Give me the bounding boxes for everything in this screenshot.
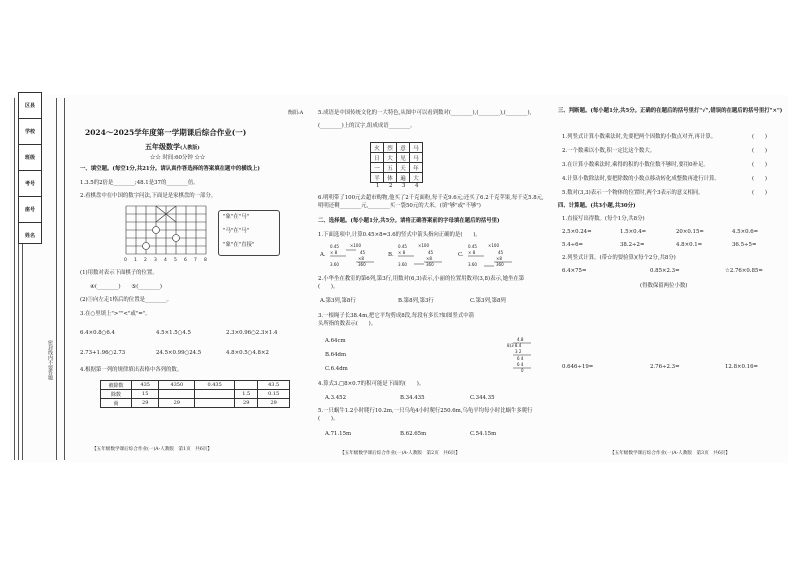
- exam-code: 衡阳:A: [288, 110, 304, 116]
- pattern-table: 被除数 435 4350 0.435 43.5 除数 15 1.5 0.15 商 29 29 29 29: [100, 380, 290, 408]
- vertical-calc-b: [396, 242, 446, 270]
- page1-footer: 【五年级数学课后综合作业(一)A-人教版 第1页 共6页】: [92, 447, 212, 452]
- judge-item: 1.列竖式计算小数乘法时,先要把两个因数的小数点对齐,再计算。: [562, 134, 717, 140]
- info-field: 学校: [19, 119, 41, 145]
- section2-heading: 二、选择题。(每小题1分,共5分。请将正确答案前的字母填在题后的括号里): [318, 218, 500, 224]
- page2-footer: 【五年级数学课后综合作业(一)A-人教版 第2页 共6页】: [340, 451, 460, 456]
- svg-text:45: 45: [428, 250, 434, 255]
- vertical-calc: 0.85×2.3=: [650, 268, 680, 274]
- vertical-calc: 0.646÷19=: [562, 364, 594, 370]
- question-2a-blanks: ④(________) ⑤(________): [90, 284, 162, 290]
- choice-2-option: C.第3列,第8列: [470, 298, 506, 304]
- long-division-sketch: [505, 336, 535, 374]
- svg-text:3: 3: [154, 258, 157, 263]
- choice-2: 2.小华坐在教室的第6列,第3行,用数对(6,3)表示,小丽的位置用数对(3,8)表示,她坐在第( )。: [318, 276, 525, 290]
- section3-heading: 三、判断题。(每小题1分,共5分。正确的在题后的括号里打"√",错误的在题后的括号里打"×"): [558, 108, 783, 114]
- judge-item: 2.一个数乘以小数,积一定比这个数大。: [562, 148, 656, 154]
- question-4: 4.根据第一列的规律填出表格中各列的数。: [80, 367, 183, 373]
- choice-5-option: B.62.65m: [400, 431, 427, 437]
- svg-text:4.8: 4.8: [517, 337, 524, 342]
- calc-part1: 1.直接写出得数。(每个1分,共8分): [562, 216, 645, 222]
- svg-text:6 4: 6 4: [517, 356, 524, 361]
- page3-footer: 【五年级数学课后综合作业(一)A-人教版 第3页 共6页】: [610, 451, 730, 456]
- choice-4-option: B.34.435: [400, 395, 425, 401]
- choice-2-option: B.第8列,第3行: [398, 298, 434, 304]
- compare-item: 4.5×1.5○4.5: [156, 330, 191, 336]
- svg-text:360: 360: [426, 262, 434, 267]
- compare-item: 2.3×0.96○2.3×1.4: [226, 330, 278, 336]
- choice-4: 4.算式3.□8×0.7的积可能是下面的( )。: [318, 381, 425, 387]
- svg-text:45: 45: [360, 250, 366, 255]
- oral-calc: 36.5÷5=: [732, 242, 757, 248]
- info-field: 班级: [19, 145, 41, 171]
- question-6: 6.明明带了100元去超市购物,他买了2千克面粉,每千克9.6元;还买了6.2千克苹果,每千克5.8元,明明还剩________元,________买一袋50元的大米。(填"够"或"不够"): [318, 195, 544, 209]
- answer-paren[interactable]: ( ): [752, 190, 767, 196]
- svg-text:× 8: × 8: [398, 250, 406, 255]
- choice-3-option: A.64cm: [325, 338, 346, 344]
- svg-text:8: 8: [204, 258, 207, 263]
- exam-time: ☆☆ 时间:60分钟 ☆☆: [150, 155, 206, 161]
- question-2a: (1)用数对表示下面棋子的位置。: [80, 270, 158, 276]
- choice-5-option: A.71.15m: [325, 431, 352, 437]
- vertical-calc: ☆2.76×0.85=: [725, 268, 763, 274]
- svg-text:4: 4: [164, 258, 167, 263]
- svg-text:360: 360: [496, 262, 504, 267]
- choice-1-option: A.: [320, 252, 326, 258]
- svg-text:2: 2: [144, 258, 147, 263]
- choice-1-option: B.: [388, 252, 394, 258]
- oral-calc: 38.2÷2=: [620, 242, 645, 248]
- svg-text:1: 1: [134, 258, 137, 263]
- svg-text:360: 360: [358, 262, 366, 267]
- svg-text:0.45: 0.45: [330, 244, 339, 249]
- info-field: 座号: [19, 197, 41, 223]
- exam-title: 2024～2025学年度第一学期课后综合作业(一): [85, 128, 247, 137]
- calc-part2: 2.列竖式计算。(带☆的要验算)(每个2分,共8分): [562, 255, 676, 261]
- svg-text:6 4: 6 4: [517, 362, 524, 367]
- info-field: 区县: [19, 93, 41, 119]
- grid-axis-label: 3: [402, 183, 406, 189]
- choice-3-option: B.64dm: [325, 352, 347, 358]
- grid-axis-label: 2: [389, 183, 393, 189]
- svg-text:0: 0: [124, 258, 127, 263]
- vertical-calc: 6.4×75=: [562, 268, 587, 274]
- svg-text:×8: ×8: [496, 256, 502, 261]
- choice-4-option: C.344.35: [470, 395, 495, 401]
- answer-paren[interactable]: ( ): [752, 162, 767, 168]
- compare-item: 4.8×0.5○4.8×2: [226, 350, 269, 356]
- chess-legend: "象"在"马" "马"在"马" "象"在"直接": [218, 210, 280, 256]
- idiom-grid: 火 烈 意 马 日 大 见 马 一 五 天 年 半 体 遍 大: [370, 142, 423, 183]
- svg-text:5: 5: [174, 258, 177, 263]
- svg-text:0: 0: [521, 368, 524, 373]
- judge-item: 3.在计算小数乘法时,乘得的积的小数位数不够时,要用0补足。: [562, 162, 709, 168]
- svg-text:3.60: 3.60: [468, 262, 477, 267]
- svg-text:45: 45: [498, 250, 504, 255]
- vertical-calc-a: [328, 242, 378, 270]
- oral-calc: 2.5×0.24=: [562, 229, 592, 235]
- answer-paren[interactable]: ( ): [752, 134, 767, 140]
- seal-text: 密封线内不要答题: [47, 340, 53, 380]
- student-info-box: [18, 92, 42, 244]
- answer-paren[interactable]: ( ): [752, 176, 767, 182]
- chess-grid: [120, 202, 215, 264]
- vertical-calc-c: [466, 242, 518, 270]
- question-5: 5.成语是中国传统文化的一大特色,从图中可以看到数对(________),(________),(________),(________)上的汉字,组成成语________。: [318, 110, 532, 129]
- question-2b: (2)⑤向左走1格后的位置是________。: [80, 297, 172, 303]
- oral-calc: 1.5×0.4=: [620, 229, 647, 235]
- svg-text:8)3 8.4: 8)3 8.4: [507, 343, 522, 348]
- svg-text:3.60: 3.60: [398, 262, 407, 267]
- oral-calc: 4.5×0.6=: [732, 229, 759, 235]
- choice-1: 1.下面选项中,计算0.45×8=3.6的竖式中箭头指向正确的是( )。: [318, 232, 481, 238]
- svg-text:×8: ×8: [358, 256, 364, 261]
- info-field: 考号: [19, 171, 41, 197]
- compare-item: 6.4×0.8○6.4: [80, 330, 115, 336]
- rounding-note: (得数保留两位小数): [640, 283, 688, 289]
- choice-1-option: C.: [458, 252, 464, 258]
- choice-5: 5.一只蜗牛1.2小时爬行10.2m,一只乌龟4小时爬行250.6m,乌龟平均每小时比蜗牛多爬行( )。: [318, 408, 533, 422]
- svg-text:× 8: × 8: [468, 250, 476, 255]
- oral-calc: 4.8×0.1=: [676, 242, 703, 248]
- oral-calc: 20×0.15=: [676, 229, 704, 235]
- grid-axis-label: 1: [376, 183, 380, 189]
- choice-5-option: C.54.15m: [470, 431, 497, 437]
- choice-3: 3.一根绳子长38.4m,把它平均剪成8段,每段有多长?如图竖式中箭头所指的数表示( )。: [318, 313, 474, 327]
- section4-heading: 四、计算题。(共3小题,共30分): [558, 203, 636, 209]
- svg-text:0.45: 0.45: [468, 244, 477, 249]
- svg-text:× 8: × 8: [330, 250, 338, 255]
- svg-text:3 2: 3 2: [515, 349, 522, 354]
- svg-text:6: 6: [184, 258, 187, 263]
- judge-item: 5.数对(3,3)表示一个物体的位置时,两个3表示的意义相同。: [562, 190, 704, 196]
- compare-item: 2.73+1.96○2.73: [80, 350, 126, 356]
- svg-text:×100: ×100: [418, 243, 429, 248]
- svg-text:0.45: 0.45: [398, 244, 407, 249]
- svg-text:×8: ×8: [426, 256, 432, 261]
- choice-2-option: A.第3列,第8行: [320, 298, 356, 304]
- judge-item: 4.计算小数除法时,要把除数的小数点移动转化成整数再进行计算。: [562, 176, 720, 182]
- grid-axis-label: 4: [415, 183, 419, 189]
- compare-item: 24.5×0.99○24.5: [156, 350, 202, 356]
- svg-text:×100: ×100: [350, 243, 361, 248]
- oral-calc: 5.4÷6=: [562, 242, 584, 248]
- info-field: 姓名: [24, 233, 35, 239]
- section1-heading: 一、填空题。(每空1分,共21分。请认真作答选择的答案填在题中的横线上): [80, 166, 260, 172]
- question-3: 3.在○里填上">""<"或"="。: [80, 311, 151, 317]
- answer-paren[interactable]: ( ): [752, 148, 767, 154]
- svg-text:7: 7: [194, 258, 197, 263]
- exam-subtitle: 五年级数学(人教版): [145, 142, 200, 151]
- vertical-calc: 2.76÷2.3=: [650, 364, 680, 370]
- vertical-calc: 12.8×0.16=: [725, 364, 759, 370]
- question-2: 2.看棋盘中在中国的数字问法,下面是是家棋盘的一部分。: [80, 193, 217, 199]
- svg-text:×100: ×100: [488, 243, 499, 248]
- choice-3-option: C.6.4dm: [325, 366, 348, 372]
- question-1: 1.3.5的2倍是________;48.1是37的________倍。: [80, 180, 199, 186]
- choice-4-option: A.3.452: [325, 395, 347, 401]
- svg-text:3.60: 3.60: [330, 262, 339, 267]
